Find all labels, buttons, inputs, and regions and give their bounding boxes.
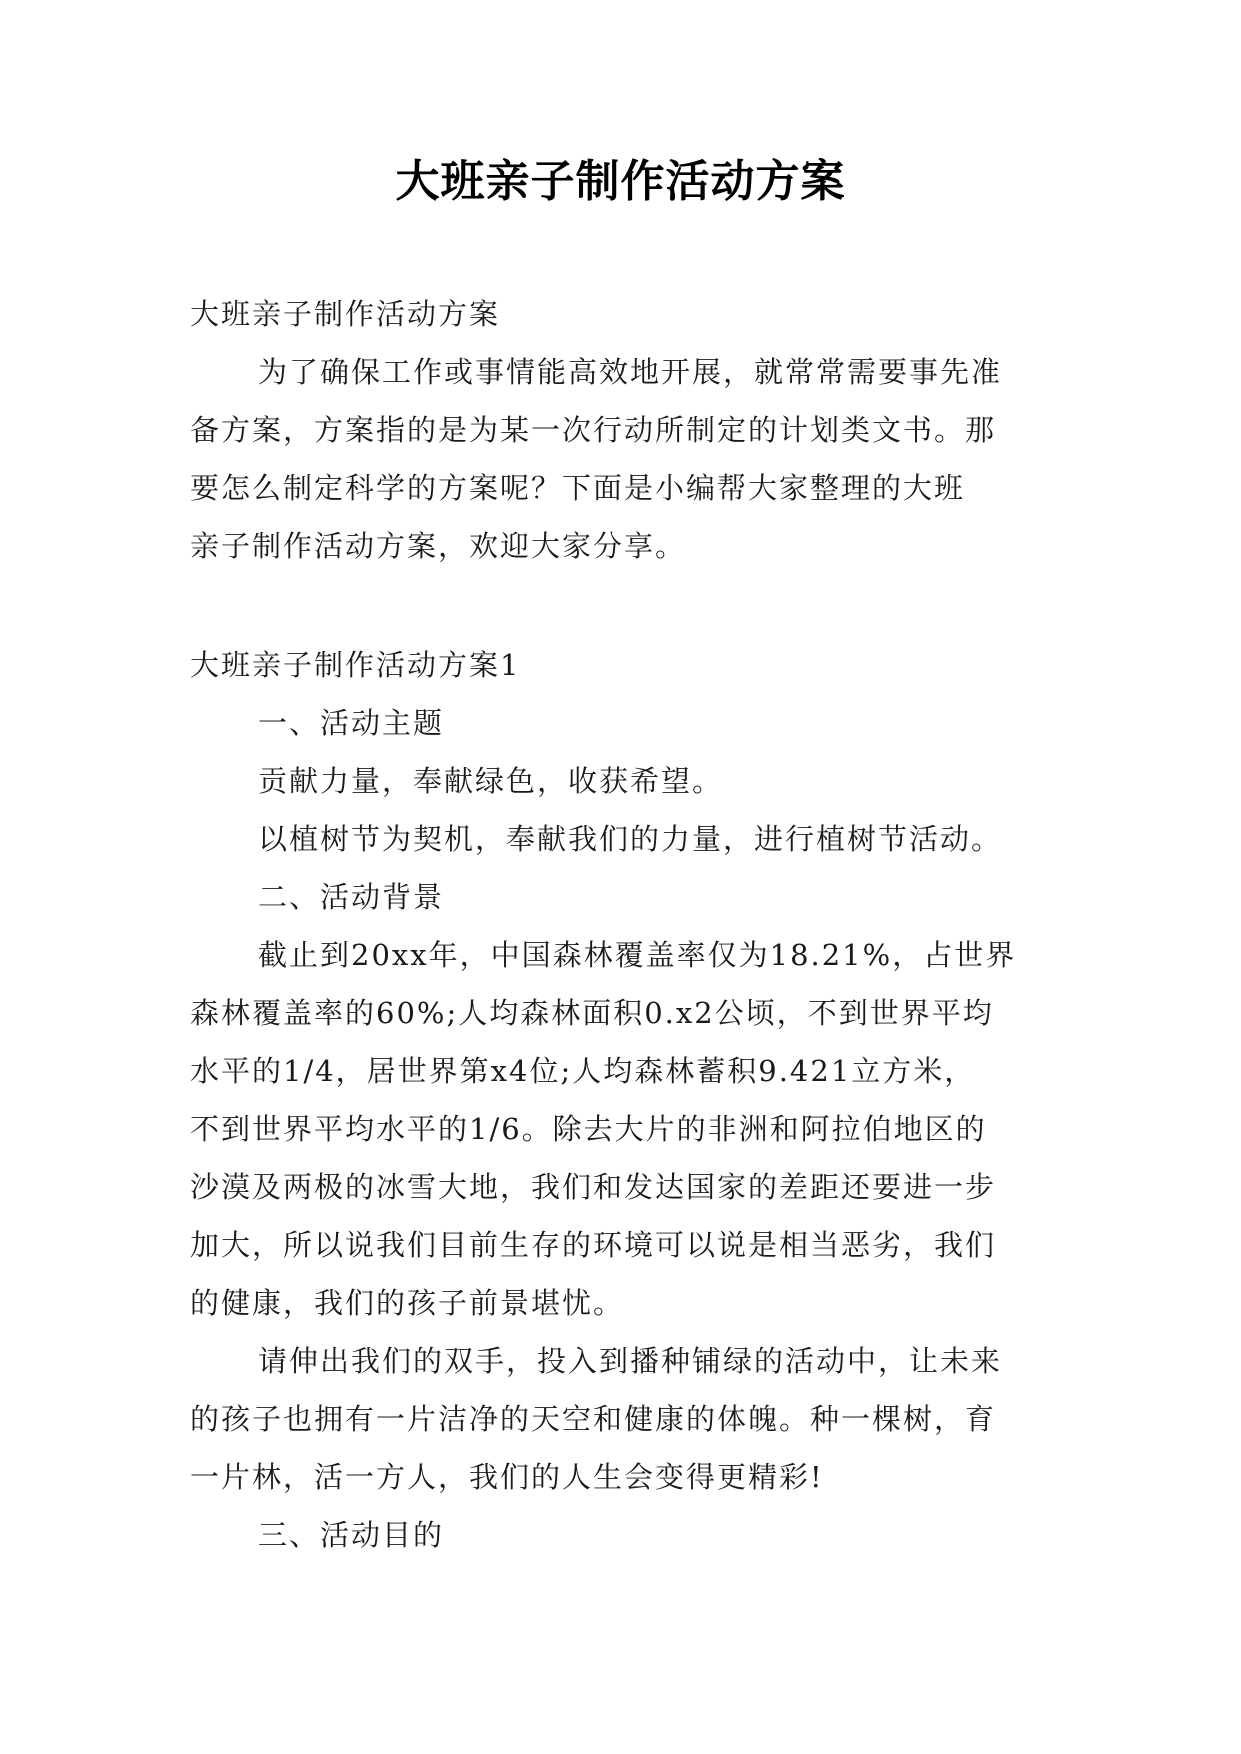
paragraph-line: 加大，所以说我们目前生存的环境可以说是相当恶劣，我们	[190, 1228, 997, 1262]
intro-line: 为了确保工作或事情能高效地开展，就常常需要事先准	[258, 355, 1003, 389]
section-heading-line: 大班亲子制作活动方案1	[190, 648, 521, 682]
intro-line: 备方案，方案指的是为某一次行动所制定的计划类文书。那	[190, 413, 997, 447]
subtitle-line: 大班亲子制作活动方案	[190, 297, 501, 331]
paragraph-line: 森林覆盖率的60%;人均森林面积0.x2公顷，不到世界平均	[190, 996, 994, 1030]
paragraph-line: 不到世界平均水平的1/6。除去大片的非洲和阿拉伯地区的	[190, 1112, 987, 1146]
page-title: 大班亲子制作活动方案	[395, 156, 846, 207]
document-subtitle	[190, 285, 1062, 343]
heading-activity-theme: 一、活动主题	[258, 706, 445, 740]
paragraph-line: 的孩子也拥有一片洁净的天空和健康的体魄。种一棵树，育	[190, 1402, 997, 1436]
intro-line: 要怎么制定科学的方案呢？下面是小编帮大家整理的大班	[190, 471, 966, 505]
section-heading	[190, 636, 1062, 694]
section-body	[190, 694, 1062, 1564]
paragraph-line: 贡献力量，奉献绿色，收获希望。	[258, 764, 724, 798]
paragraph-line: 水平的1/4，居世界第x4位;人均森林蓄积9.421立方米，	[190, 1054, 976, 1088]
paragraph-line: 沙漠及两极的冰雪大地，我们和发达国家的差距还要进一步	[190, 1170, 997, 1204]
paragraph-line: 以植树节为契机，奉献我们的力量，进行植树节活动。	[258, 822, 1003, 856]
heading-activity-purpose: 三、活动目的	[258, 1518, 445, 1552]
paragraph-line: 的健康，我们的孩子前景堪忧。	[190, 1286, 625, 1320]
paragraph-line: 截止到20xx年，中国森林覆盖率仅为18.21%，占世界	[258, 938, 1017, 972]
paragraph-line: 一片林，活一方人，我们的人生会变得更精彩!	[190, 1460, 824, 1494]
intro-line: 亲子制作活动方案，欢迎大家分享。	[190, 529, 687, 563]
intro-paragraph	[190, 343, 1062, 575]
heading-activity-background: 二、活动背景	[258, 880, 445, 914]
paragraph-line: 请伸出我们的双手，投入到播种铺绿的活动中，让未来	[258, 1344, 1003, 1378]
